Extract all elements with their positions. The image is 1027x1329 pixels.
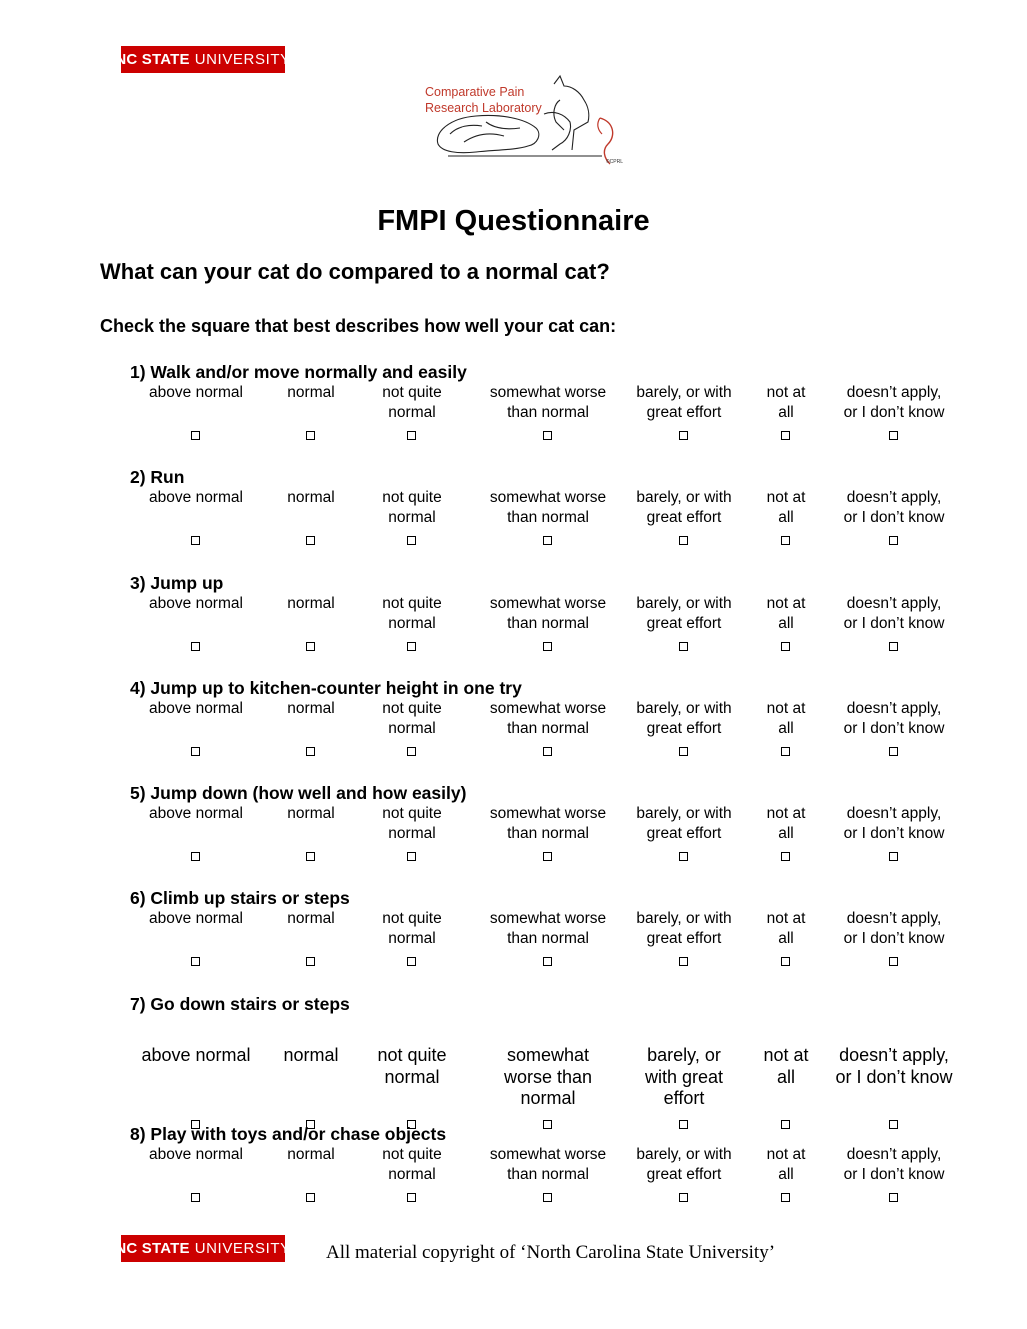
answer-checkbox[interactable] <box>191 957 200 966</box>
option-label: somewhat worse than normal <box>489 384 607 421</box>
lab-name-line1: Comparative Pain <box>425 85 525 99</box>
answer-checkbox[interactable] <box>306 852 315 861</box>
answer-checkbox[interactable] <box>191 852 200 861</box>
option-label: doesn’t apply, or I don’t know <box>843 489 945 526</box>
cprl-logo <box>424 74 634 170</box>
subtitle: What can your cat do compared to a normal cat? <box>100 259 610 284</box>
option-label: normal <box>287 595 335 612</box>
answer-checkbox[interactable] <box>306 431 315 440</box>
question-label: 2) Run <box>130 467 185 487</box>
option-label: not at all <box>766 595 806 632</box>
option-label: barely, or with great effort <box>636 805 732 842</box>
option-label: somewhat worse than normal <box>489 1146 607 1183</box>
option-label: normal <box>283 1045 339 1065</box>
question-label: 5) Jump down (how well and how easily) <box>130 783 467 803</box>
question-label: 7) Go down stairs or steps <box>130 994 350 1014</box>
answer-checkbox[interactable] <box>191 1193 200 1202</box>
answer-checkbox[interactable] <box>191 431 200 440</box>
option-label: doesn’t apply, or I don’t know <box>843 805 945 842</box>
option-label: barely, or with great effort <box>636 595 732 632</box>
option-label: barely, or with great effort <box>636 489 732 526</box>
option-label: somewhat worse than normal <box>489 700 607 737</box>
answer-checkbox[interactable] <box>889 747 898 756</box>
page-title: FMPI Questionnaire <box>377 205 650 237</box>
answer-checkbox[interactable] <box>543 642 552 651</box>
option-label: not at all <box>763 1045 809 1087</box>
logo-bold: NC STATE <box>115 51 190 68</box>
question-label: 1) Walk and/or move normally and easily <box>130 362 467 382</box>
option-label: above normal <box>149 384 243 401</box>
lab-name <box>425 84 542 116</box>
option-label: doesn’t apply, or I don’t know <box>835 1045 953 1087</box>
answer-checkbox[interactable] <box>306 642 315 651</box>
option-label: not quite normal <box>382 910 442 947</box>
option-label: not at all <box>766 489 806 526</box>
answer-checkbox[interactable] <box>543 747 552 756</box>
answer-checkbox[interactable] <box>781 431 790 440</box>
option-label: barely, or with great effort <box>636 1146 732 1183</box>
answer-checkbox[interactable] <box>407 852 416 861</box>
answer-checkbox[interactable] <box>543 1193 552 1202</box>
option-label: not quite normal <box>382 700 442 737</box>
answer-checkbox[interactable] <box>407 536 416 545</box>
answer-checkbox[interactable] <box>407 642 416 651</box>
option-label: normal <box>287 700 335 717</box>
answer-checkbox[interactable] <box>543 957 552 966</box>
answer-checkbox[interactable] <box>679 1193 688 1202</box>
ncsu-logo <box>115 46 291 73</box>
answer-checkbox[interactable] <box>407 1193 416 1202</box>
option-label: not at all <box>766 384 806 421</box>
answer-checkbox[interactable] <box>306 747 315 756</box>
option-label: normal <box>287 489 335 506</box>
answer-checkbox[interactable] <box>889 852 898 861</box>
answer-checkbox[interactable] <box>889 431 898 440</box>
option-label: doesn’t apply, or I don’t know <box>843 910 945 947</box>
answer-checkbox[interactable] <box>679 747 688 756</box>
answer-checkbox[interactable] <box>781 852 790 861</box>
question-label: 8) Play with toys and/or chase objects <box>130 1124 447 1144</box>
lab-name-line2: Research Laboratory <box>425 101 542 115</box>
instruction-text: Check the square that best describes how well your cat can: <box>100 316 617 336</box>
answer-checkbox[interactable] <box>543 431 552 440</box>
option-label: above normal <box>149 595 243 612</box>
option-label: not at all <box>766 805 806 842</box>
option-label: not at all <box>766 910 806 947</box>
option-label: somewhat worse than normal <box>489 805 607 842</box>
option-label: above normal <box>149 700 243 717</box>
option-label: not quite normal <box>382 489 442 526</box>
answer-checkbox[interactable] <box>191 642 200 651</box>
option-label: doesn’t apply, or I don’t know <box>843 1146 945 1183</box>
option-label: somewhat worse than normal <box>489 910 607 947</box>
option-label: somewhat worse than normal <box>503 1045 593 1108</box>
answer-checkbox[interactable] <box>781 1120 790 1129</box>
logo-rest: UNIVERSITY <box>194 51 291 68</box>
option-label: not quite normal <box>382 805 442 842</box>
answer-checkbox[interactable] <box>889 642 898 651</box>
answer-checkbox[interactable] <box>889 1193 898 1202</box>
copyright-text: All material copyright of ‘North Carolina State University’ <box>326 1242 776 1263</box>
option-label: not quite normal <box>382 1146 442 1183</box>
option-label: barely, or with great effort <box>636 700 732 737</box>
answer-checkbox[interactable] <box>889 536 898 545</box>
answer-checkbox[interactable] <box>306 957 315 966</box>
answer-checkbox[interactable] <box>543 536 552 545</box>
answer-checkbox[interactable] <box>889 1120 898 1129</box>
option-label: not quite normal <box>377 1045 447 1087</box>
question-label: 4) Jump up to kitchen-counter height in one try <box>130 678 522 698</box>
option-label: normal <box>287 805 335 822</box>
option-label: normal <box>287 1146 335 1163</box>
option-label: not quite normal <box>382 384 442 421</box>
option-label: above normal <box>149 1146 243 1163</box>
option-label: barely, or with great effort <box>644 1045 724 1108</box>
logo-bold: NC STATE <box>115 1240 190 1257</box>
answer-checkbox[interactable] <box>781 1193 790 1202</box>
option-label: not at all <box>766 1146 806 1183</box>
answer-checkbox[interactable] <box>407 957 416 966</box>
option-label: somewhat worse than normal <box>489 489 607 526</box>
answer-checkbox[interactable] <box>191 536 200 545</box>
question-label: 6) Climb up stairs or steps <box>130 888 350 908</box>
answer-checkbox[interactable] <box>781 957 790 966</box>
answer-checkbox[interactable] <box>306 1193 315 1202</box>
option-label: normal <box>287 910 335 927</box>
answer-checkbox[interactable] <box>679 431 688 440</box>
logo-rest: UNIVERSITY <box>194 1240 291 1257</box>
option-label: doesn’t apply, or I don’t know <box>843 700 945 737</box>
option-label: doesn’t apply, or I don’t know <box>843 595 945 632</box>
ncsu-logo-footer <box>115 1235 291 1262</box>
option-label: above normal <box>149 805 243 822</box>
answer-checkbox[interactable] <box>306 536 315 545</box>
answer-checkbox[interactable] <box>781 747 790 756</box>
answer-checkbox[interactable] <box>679 1120 688 1129</box>
answer-checkbox[interactable] <box>407 747 416 756</box>
option-label: above normal <box>141 1045 251 1065</box>
answer-checkbox[interactable] <box>191 747 200 756</box>
answer-checkbox[interactable] <box>889 957 898 966</box>
answer-checkbox[interactable] <box>679 536 688 545</box>
lab-mark: ©CPRL <box>606 159 624 165</box>
answer-checkbox[interactable] <box>679 642 688 651</box>
option-label: above normal <box>149 489 243 506</box>
answer-checkbox[interactable] <box>543 1120 552 1129</box>
option-label: not quite normal <box>382 595 442 632</box>
question-label: 3) Jump up <box>130 573 224 593</box>
option-label: barely, or with great effort <box>636 910 732 947</box>
option-label: above normal <box>149 910 243 927</box>
answer-checkbox[interactable] <box>679 852 688 861</box>
option-label: normal <box>287 384 335 401</box>
answer-checkbox[interactable] <box>407 431 416 440</box>
answer-checkbox[interactable] <box>679 957 688 966</box>
answer-checkbox[interactable] <box>543 852 552 861</box>
option-label: barely, or with great effort <box>636 384 732 421</box>
option-label: not at all <box>766 700 806 737</box>
option-label: doesn’t apply, or I don’t know <box>843 384 945 421</box>
option-label: somewhat worse than normal <box>489 595 607 632</box>
answer-checkbox[interactable] <box>781 536 790 545</box>
answer-checkbox[interactable] <box>781 642 790 651</box>
